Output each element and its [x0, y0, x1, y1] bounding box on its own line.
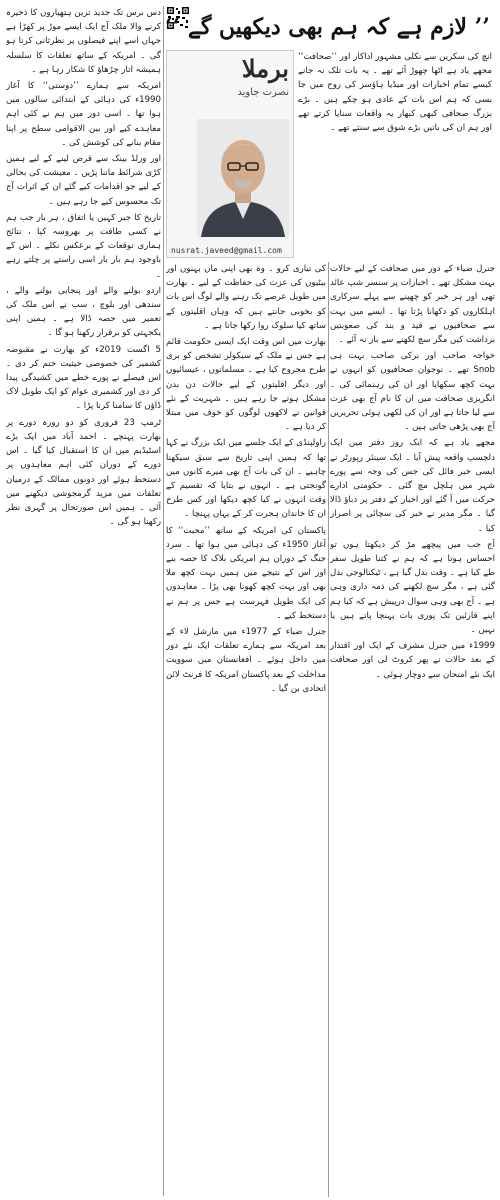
- paragraph: اور ورلڈ بینک سے قرض لینے کے لیے ہمیں کڑی شرائط ماننا پڑیں ۔ معیشت کی بحالی کے لیے جو اقدامات کیے گئے ان کے اثرات آج تک محسوس کیے جا رہے ہیں ۔: [6, 154, 161, 207]
- paragraph: امریکہ سے ہمارے ’’دوستی‘‘ کا آغاز 1990ء کی دہائی کے ابتدائی سالوں میں ہوا تھا ۔ اسی دور میں ہم نے کئی اہم معاہدے کیے اور بین الاقوامی سطح پر اپنا مقام بنانے کی کوشش کی ۔: [6, 81, 161, 148]
- paragraph: مجھے یاد ہے کہ ایک روز دفتر میں ایک دلچسپ واقعہ پیش آیا ۔ ایک سینئر رپورٹر نے ایسی خبر فائل کی جس کی وجہ سے پورے شہر میں ہلچل مچ گئی ۔ حکومتی ادارے حرکت میں آ گئے اور اخبار کے دفتر پر دباؤ ڈالا گیا ۔ مگر مدیر نے خبر کی سچائی پر اصرار کیا ۔: [330, 438, 495, 534]
- column-right-top: [298, 50, 492, 276]
- paragraph: خواجہ صاحب اور برکی صاحب بہت ہی Snob تھے ۔ نوجوان صحافیوں کو انہوں نے بہت کچھ سکھایا اور ان کی رہنمائی کی ۔ انگریزی صحافت میں ان کا نام آج بھی عزت سے لیا جاتا ہے اور ان کی لکھی ہوئی تحریریں آج بھی پڑھی جاتی ہیں ۔: [330, 351, 495, 433]
- paragraph: تاریخ کا جبر کہیں یا اتفاق ، ہر بار جب ہم نے کسی طاقت پر بھروسہ کیا ، نتائج ہماری توقعات کے برعکس نکلے ۔ اس کے باوجود ہم بار بار اسی راستے پر چلتے رہے ۔: [6, 212, 161, 280]
- paragraph: کی تیاری کرو ۔ وہ بھی اپنی ماں بہنوں اور بیٹیوں کی عزت کی حفاظت کے لیے ۔ بھارت میں طویل عرصے تک رہنے والے لوگ اس بات کو بخوبی جانتے ہیں کہ وہاں اقلیتوں کے ساتھ کیا سلوک روا رکھا جاتا ہے ۔: [166, 264, 326, 331]
- paragraph: 5 اگست 2019ء کو بھارت نے مقبوضہ کشمیر کی خصوصی حیثیت ختم کر دی ۔ اس فیصلے نے پورے خطے میں کشیدگی پیدا کر دی اور کشمیری عوام کو ایک طویل لاک ڈاؤن کا سامنا کرنا پڑا ۔: [6, 344, 161, 412]
- columnist-card: [166, 50, 294, 258]
- column-brand: [237, 55, 289, 98]
- columnist-email: nusrat.javeed@gmail.com: [171, 246, 282, 255]
- paragraph: دس برس تک جدید ترین ہتھیاروں کا ذخیرہ کرنے والا ملک آج ایک ایسے موڑ پر کھڑا ہے جہاں اسے اپنے فیصلوں پر نظرثانی کرنا ہو گی ۔ امریکہ کے ساتھ تعلقات کا سلسلہ ہمیشہ اتار چڑھاؤ کا شکار رہا ہے ۔: [6, 8, 161, 75]
- brand-logo-text: برملا: [241, 54, 289, 83]
- headline-band: [160, 6, 495, 48]
- column-right: [330, 262, 495, 1197]
- headline: ’’ لازم ہے کہ ہم بھی دیکھیں گے ‘‘: [165, 14, 490, 40]
- paragraph: راولپنڈی کے ایک جلسے میں ایک بزرگ نے کہا تھا کہ ہمیں اپنی تاریخ سے سبق سیکھنا چاہیے ۔ ان کی بات آج بھی میرے کانوں میں گونجتی ہے ۔ انہوں نے بتایا کہ تقسیم کے وقت انہوں نے کیا کچھ دیکھا اور کس طرح ان کا خاندان ہجرت کر کے یہاں پہنچا ۔: [166, 438, 326, 520]
- paragraph: انچ کی سکرین سے نکلی مشہور اداکار اور ’’صحافت‘‘ مجھے یاد ہے اٹھا چھوڑ آئے تھے ۔ یہ بات تلک نہ جانے کیسے تمام اخبارات اور میڈیا ہاؤسز کی روح میں جا بسی کہ ہم اس بات کے عادی ہو چکے ہیں ۔ بڑے بزرگ صحافی کبھی کبھار یہ واقعات سنایا کرتے تھے اور ہم ان کی باتیں بڑے شوق سے سنتے تھے ۔: [298, 52, 492, 134]
- column-divider: [163, 6, 164, 1196]
- paragraph: اردو بولنے والے اور پنجابی بولنے والے ، سندھی اور بلوچ ، سب نے اس ملک کی تعمیر میں حصہ ڈالا ہے ۔ ہمیں اپنی یکجہتی کو برقرار رکھنا ہو گا ۔: [6, 285, 161, 339]
- paragraph: 1999ء میں جنرل مشرف کے ایک اور اقتدار کے بعد حالات نے پھر کروٹ لی اور صحافت ایک نئے امتحان سے دوچار ہوئی ۔: [330, 641, 495, 680]
- paragraph: جنرل ضیاء کے دور میں صحافت کے لیے حالات بہت مشکل تھے ۔ اخبارات پر سنسر شپ عائد تھی اور ہر خبر کو چھپنے سے پہلے سرکاری اہلکاروں کو دکھانا پڑتا تھا ۔ ایسے میں بہت سے صحافیوں نے قید و بند کی صعوبتیں برداشت کیں مگر سچ لکھنے سے باز نہ آئے ۔: [330, 264, 495, 346]
- paragraph: آج جب میں پیچھے مڑ کر دیکھتا ہوں تو احساس ہوتا ہے کہ ہم نے کتنا طویل سفر طے کیا ہے ۔ وقت بدل گیا ہے ، ٹیکنالوجی بدل گئی ہے ، مگر سچ لکھنے کی ذمہ داری وہی ہے ۔ آج بھی وہی سوال درپیش ہے کہ کیا ہم اپنے قارئین تک پوری بات پہنچا پاتے ہیں یا نہیں ۔: [330, 539, 495, 636]
- paragraph: جنرل ضیاء کے 1977ء میں مارشل لاء کے بعد امریکہ سے ہمارے تعلقات ایک نئے دور میں داخل ہوئے ۔ افغانستان میں سوویت مداخلت کے بعد پاکستان امریکہ کا فرنٹ لائن اتحادی بن گیا ۔: [166, 627, 326, 694]
- columnist-name: نصرت جاوید: [237, 87, 289, 98]
- column-divider: [328, 262, 329, 1197]
- column-left: [6, 6, 161, 1196]
- paragraph: ٹرمپ 23 فروری کو دو روزہ دورے پر بھارت پہنچے ۔ احمد آباد میں ایک بڑے اسٹیڈیم میں ان کا استقبال کیا گیا ۔ اس دورے کے دوران کئی اہم معاہدوں پر دستخط ہوئے اور دونوں ممالک کے درمیان تعلقات میں مزید گرمجوشی دیکھنے میں آئی ۔ ہمیں اس صورتحال پر گہری نظر رکھنا ہو گی ۔: [6, 417, 161, 528]
- paragraph: بھارت میں اس وقت ایک ایسی حکومت قائم ہے جس نے ملک کے سیکولر تشخص کو بری طرح مجروح کیا ہے ۔ مسلمانوں ، عیسائیوں اور دیگر اقلیتوں کے لیے حالات دن بدن مشکل ہوتے جا رہے ہیں ۔ شہریت کے نئے قوانین نے لاکھوں لوگوں کو خوف میں مبتلا کر دیا ہے ۔: [166, 337, 326, 433]
- columnist-portrait: [197, 119, 289, 237]
- paragraph: پاکستان کی امریکہ کے ساتھ ’’محبت‘‘ کا آغاز 1950ء کی دہائی میں ہوا تھا ۔ سرد جنگ کے دوران ہم امریکی بلاک کا حصہ بنے اور اس کے نتیجے میں ہمیں بہت کچھ ملا بھی اور بہت کچھ کھونا بھی پڑا ۔ معاہدوں کی ایک طویل فہرست ہے جس پر ہم نے دستخط کیے ۔: [166, 525, 326, 621]
- column-middle: [166, 262, 326, 1197]
